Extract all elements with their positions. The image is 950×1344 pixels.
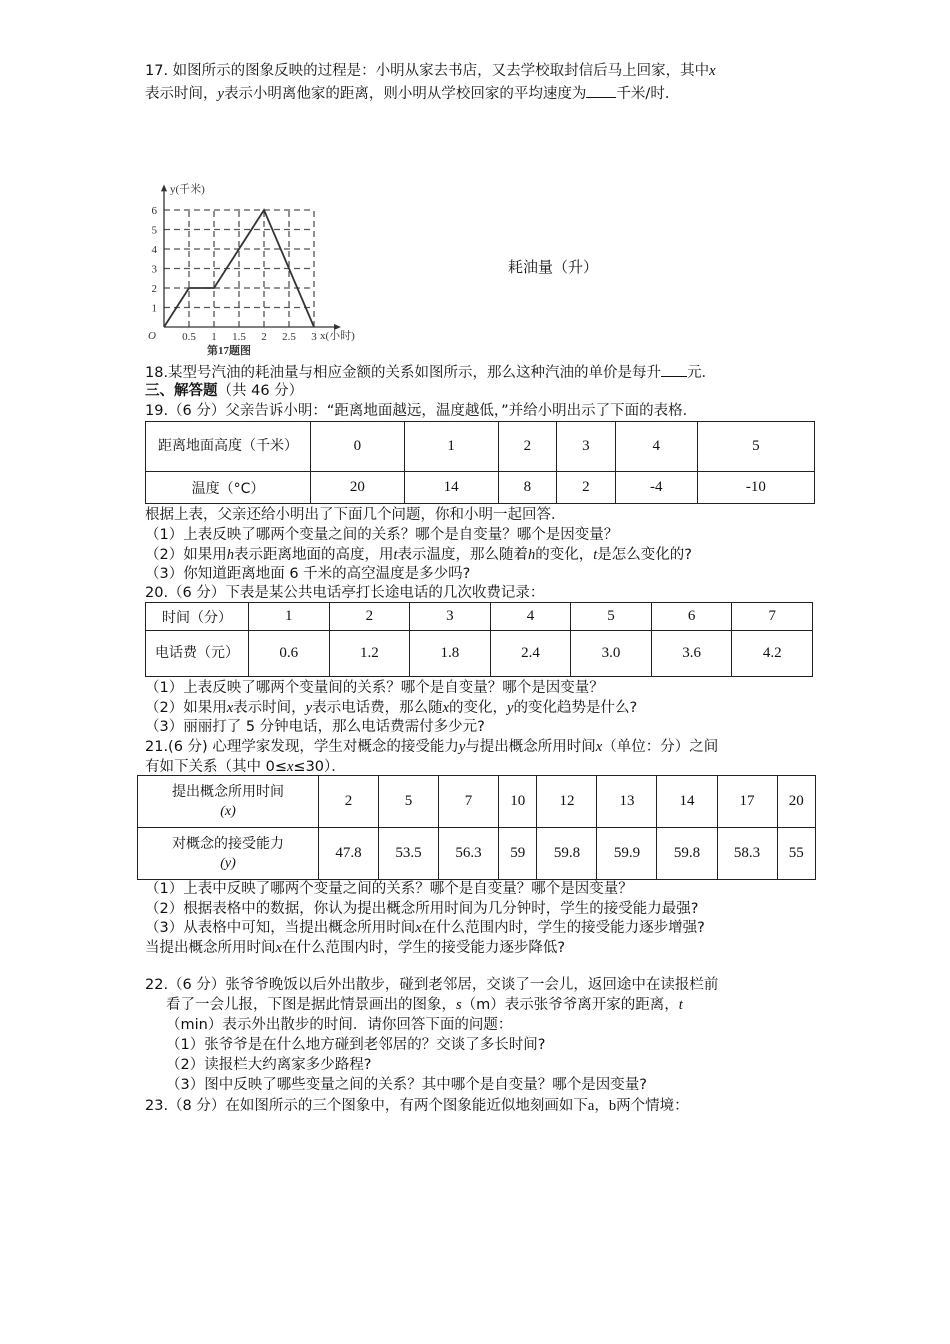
- q19-after: 根据上表，父亲还给小明出了下面几个问题，你和小明一起回答．: [145, 507, 566, 523]
- q19-table: [145, 421, 815, 504]
- q19-intro: 19.（6 分）父亲告诉小明：“距离地面越远，温度越低，”并给小明出示了下面的表格．: [145, 403, 698, 419]
- q22-s2: （2）读报栏大约离家多少路程?: [166, 1057, 372, 1073]
- answer-blank: [661, 362, 687, 377]
- row-header: 电话费（元）: [146, 631, 249, 677]
- q20-table: [145, 602, 813, 677]
- table-row: [146, 422, 815, 472]
- q21-intro: 21.(6 分) 心理学家发现，学生对概念的接受能力y与提出概念所用时间x（单位：分）之间: [145, 739, 719, 755]
- table-cell: 3: [410, 603, 491, 631]
- row-header: [138, 828, 319, 880]
- y-axis-arrow-icon: [161, 184, 167, 191]
- q23-line1: 23.（8 分）在如图所示的三个图象中，有两个图象能近似地刻画如下a，b两个情境：: [145, 1098, 689, 1114]
- table-cell: 56.3: [439, 828, 499, 880]
- table-cell: -10: [697, 472, 814, 504]
- table-cell: 53.5: [379, 828, 439, 880]
- y-axis-label: y(千米): [170, 183, 205, 196]
- table-cell: 3: [557, 422, 616, 472]
- table-row: [146, 631, 813, 677]
- table-cell: 1: [404, 422, 498, 472]
- q17-line1: 17. 如图所示的图象反映的过程是：小明从家去书店，又去学校取封信后马上回家，其中x: [145, 63, 716, 79]
- x-tick-label: 1.5: [232, 331, 246, 343]
- q19-s1: （1）上表反映了哪两个变量之间的关系？哪个是自变量？哪个是因变量？: [145, 527, 619, 543]
- q22-line3: （min）表示外出散步的时间．请你回答下面的问题：: [166, 1017, 513, 1033]
- q22-s1: （1）张爷爷是在什么地方碰到老邻居的？交谈了多长时间?: [166, 1037, 546, 1053]
- table-row: [138, 828, 816, 880]
- table-cell: 14: [404, 472, 498, 504]
- table-cell: 20: [311, 472, 405, 504]
- table-cell: 12: [537, 776, 597, 828]
- row-header: 距离地面高度（千米）: [146, 422, 311, 472]
- q21-intro2: 有如下关系（其中 0≤x≤30）．: [145, 759, 346, 775]
- table-row: [138, 776, 816, 828]
- table-cell: 0: [311, 422, 405, 472]
- row-header: 温度（°C）: [146, 472, 311, 504]
- table-cell: 8: [498, 472, 557, 504]
- table-cell: 1.2: [329, 631, 410, 677]
- q20-intro: 20.（6 分）下表是某公共电话亭打长途电话的几次收费记录：: [145, 585, 545, 601]
- table-cell: 4: [615, 422, 697, 472]
- y-tick-label: 6: [151, 205, 157, 217]
- table-cell: 1.8: [410, 631, 491, 677]
- fuel-chart-label: 耗油量（升）: [508, 260, 599, 276]
- q21-s1: （1）上表中反映了哪两个变量之间的关系？哪个是自变量？哪个是因变量？: [145, 881, 633, 897]
- table-cell: 2: [329, 603, 410, 631]
- y-tick-label: 3: [151, 263, 157, 276]
- q22-line2: 看了一会儿报，下图是据此情景画出的图象，s（m）表示张爷爷离开家的距离，t: [166, 997, 683, 1013]
- table-row: [146, 603, 813, 631]
- q18-text: 18.某型号汽油的耗油量与相应金额的关系如图所示，那么这种汽油的单价是每升 元．: [145, 362, 716, 383]
- x-axis-label: x(小时): [320, 330, 355, 342]
- table-cell: 3.0: [571, 631, 652, 677]
- q20-s2: （2）如果用x表示时间，y表示电话费，那么随x的变化，y的变化趋势是什么?: [145, 700, 638, 716]
- table-cell: 13: [597, 776, 657, 828]
- table-cell: 59.8: [657, 828, 717, 880]
- row-header: 时间（分）: [146, 603, 249, 631]
- q20-s1: （1）上表反映了哪两个变量间的关系？哪个是自变量？哪个是因变量？: [145, 680, 604, 696]
- origin-label: O: [148, 330, 156, 342]
- q21-s2: （2）根据表格中的数据，你认为提出概念所用时间为几分钟时，学生的接受能力最强?: [145, 901, 699, 917]
- answer-blank: [586, 83, 616, 98]
- table-cell: 47.8: [319, 828, 379, 880]
- q21-table: [137, 775, 816, 880]
- q21-s3: （3）从表格中可知，当提出概念所用时间x在什么范围内时，学生的接受能力逐步增强?: [145, 920, 705, 936]
- x-tick-label: 1: [211, 331, 217, 343]
- row-header: [138, 776, 319, 828]
- table-row: [146, 472, 815, 504]
- q20-s3: （3）丽丽打了 5 分钟电话，那么电话费需付多少元?: [145, 719, 485, 735]
- table-cell: 5: [379, 776, 439, 828]
- table-cell: 59: [499, 828, 537, 880]
- table-cell: 7: [732, 603, 813, 631]
- table-cell: 14: [657, 776, 717, 828]
- x-tick-label: 2: [261, 331, 267, 343]
- x-tick-label: 0.5: [182, 331, 196, 343]
- table-cell: 6: [651, 603, 732, 631]
- row-header-var: (y): [220, 855, 236, 871]
- chart-caption: 第17题图: [207, 345, 251, 357]
- q19-s3: （3）你知道距离地面 6 千米的高空温度是多少吗?: [145, 566, 471, 582]
- q21-s4: 当提出概念所用时间x在什么范围内时，学生的接受能力逐步降低?: [145, 940, 566, 956]
- table-cell: 55: [777, 828, 815, 880]
- x-tick-label: 2.5: [282, 331, 296, 343]
- table-cell: 2: [498, 422, 557, 472]
- table-cell: 20: [777, 776, 815, 828]
- table-cell: -4: [615, 472, 697, 504]
- table-cell: 1: [249, 603, 330, 631]
- row-header-text: 提出概念所用时间: [172, 783, 284, 800]
- y-tick-label: 1: [151, 302, 157, 315]
- row-header-text: 对概念的接受能力: [172, 835, 284, 852]
- table-cell: 59.9: [597, 828, 657, 880]
- y-tick-label: 5: [151, 224, 157, 237]
- table-cell: 59.8: [537, 828, 597, 880]
- table-cell: 58.3: [717, 828, 777, 880]
- row-header-var: (x): [220, 803, 236, 819]
- q17-chart: [147, 175, 392, 360]
- table-cell: 7: [439, 776, 499, 828]
- table-cell: 2.4: [490, 631, 571, 677]
- q22-s3: （3）图中反映了哪些变量之间的关系？其中哪个是自变量？哪个是因变量?: [166, 1077, 647, 1093]
- table-cell: 5: [697, 422, 814, 472]
- table-cell: 5: [571, 603, 652, 631]
- section-title: 三、解答题（共 46 分）: [145, 383, 304, 399]
- table-cell: 4.2: [732, 631, 813, 677]
- table-cell: 17: [717, 776, 777, 828]
- y-tick-label: 4: [151, 244, 157, 256]
- table-cell: 10: [499, 776, 537, 828]
- table-cell: 3.6: [651, 631, 732, 677]
- q19-s2: （2）如果用h表示距离地面的高度，用t表示温度，那么随着h的变化，t是怎么变化的?: [145, 547, 692, 563]
- table-cell: 0.6: [249, 631, 330, 677]
- q22-line1: 22.（6 分）张爷爷晚饭以后外出散步，碰到老邻居，交谈了一会儿，返回途中在读报栏前: [145, 977, 719, 993]
- y-tick-label: 2: [151, 283, 157, 295]
- q17-line2: 表示时间，y表示小明离他家的距离，则小明从学校回家的平均速度为 千米/时．: [145, 83, 679, 104]
- x-tick-label: 3: [311, 331, 317, 343]
- table-cell: 2: [557, 472, 616, 504]
- table-cell: 4: [490, 603, 571, 631]
- table-cell: 2: [319, 776, 379, 828]
